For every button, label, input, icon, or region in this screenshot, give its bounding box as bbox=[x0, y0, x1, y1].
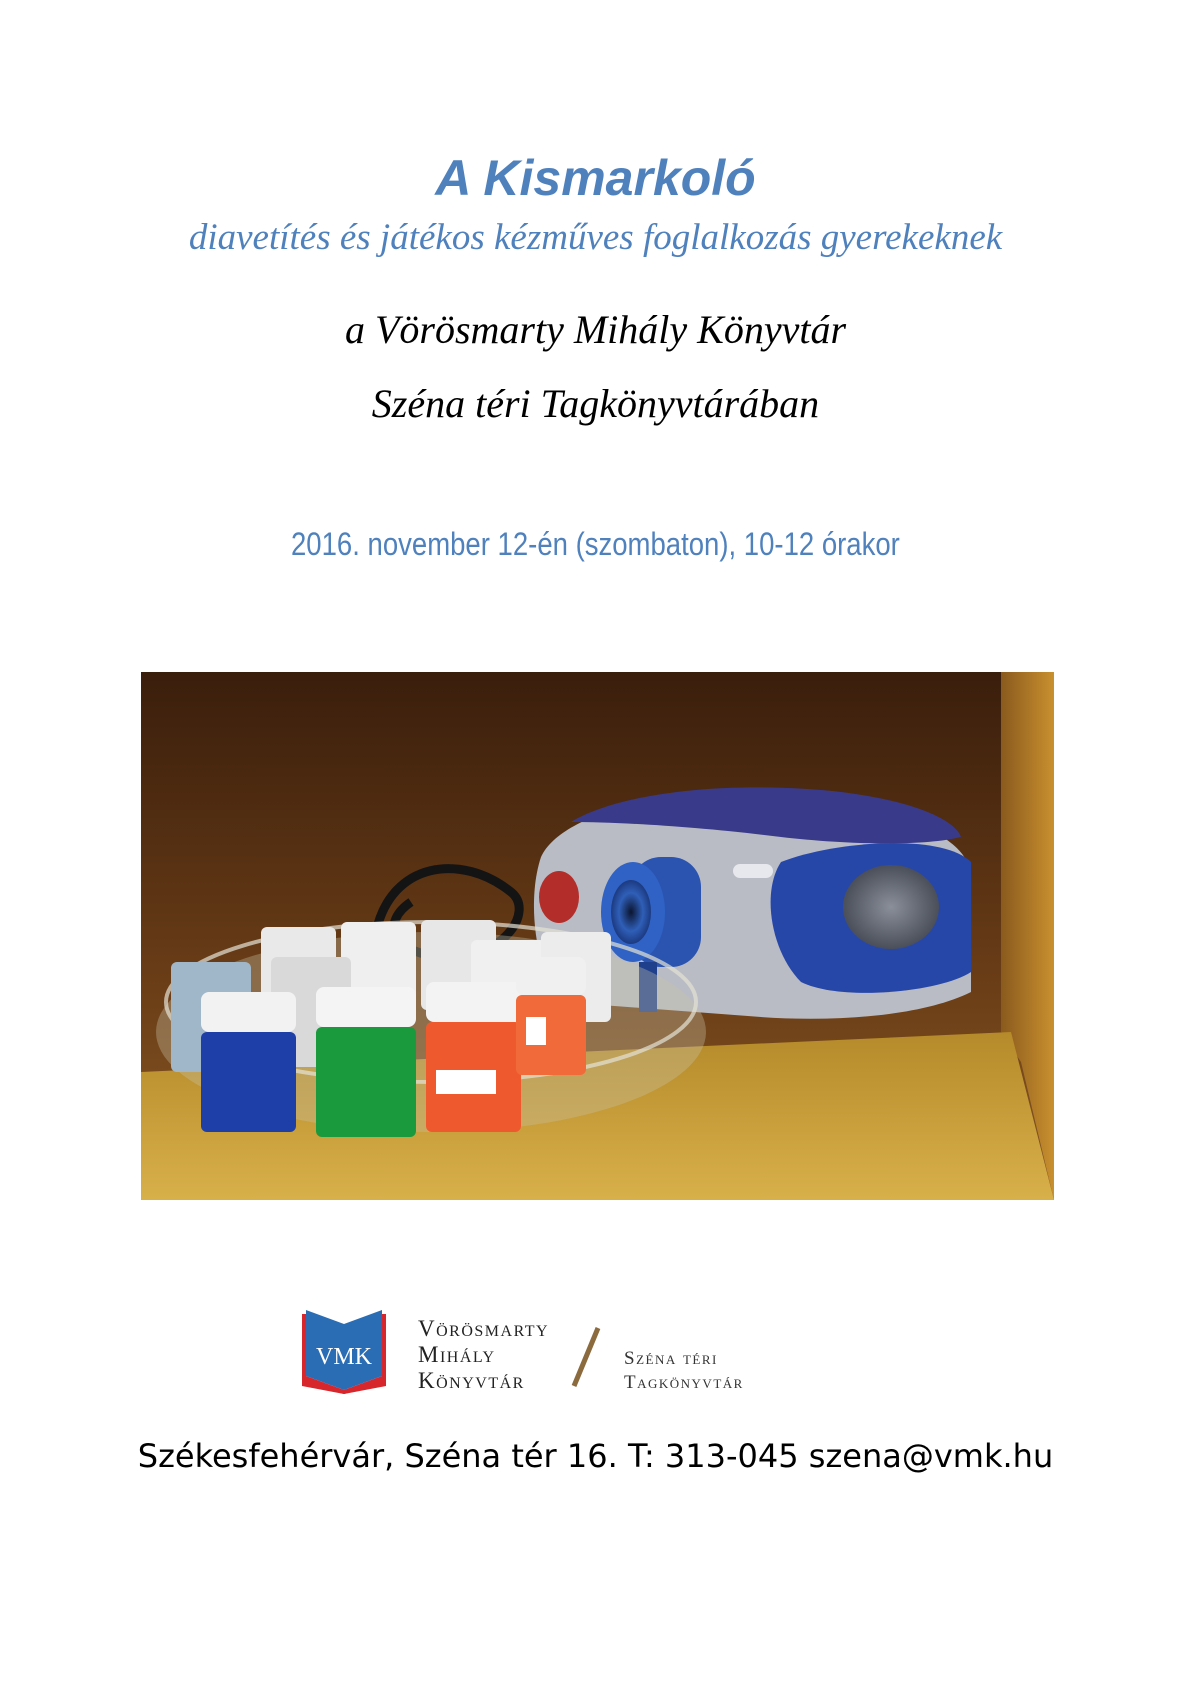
branch-name-line-2: Tagkönyvtár bbox=[624, 1372, 744, 1393]
venue-line-2: Széna téri Tagkönyvtárában bbox=[371, 381, 820, 426]
slide-projector-photo bbox=[141, 672, 1054, 1200]
venue-line-1: a Vörösmarty Mihály Könyvtár bbox=[344, 307, 847, 352]
branch-name-line-1: Széna téri bbox=[624, 1348, 718, 1369]
vmk-logo-icon bbox=[302, 1306, 386, 1394]
poster-title: A Kismarkoló bbox=[435, 150, 756, 206]
library-name-line-3: Könyvtár bbox=[418, 1368, 525, 1393]
logo-mark-text: VMK bbox=[315, 1344, 373, 1370]
poster-subtitle: diavetítés és játékos kézműves foglalkozás gyerekeknek bbox=[188, 217, 1003, 258]
library-name-line-1: Vörösmarty bbox=[418, 1316, 550, 1341]
contact-line[interactable]: Székesfehérvár, Széna tér 16. T: 313-045 szena@vmk.hu bbox=[137, 1437, 1054, 1475]
event-date: 2016. november 12-én (szombaton), 10-12 órakor bbox=[291, 526, 900, 562]
logo-divider-slash bbox=[568, 1326, 604, 1388]
library-name-line-2: Mihály bbox=[418, 1342, 496, 1367]
